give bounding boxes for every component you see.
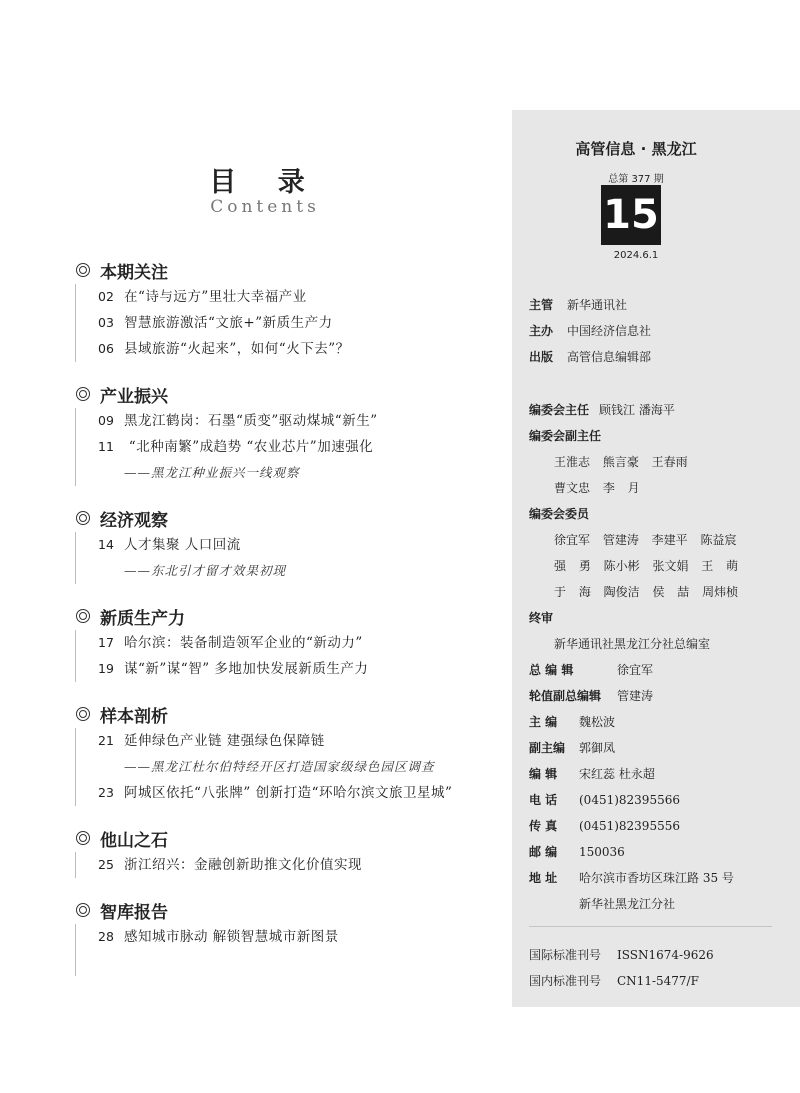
toc-entry[interactable]: [98, 656, 512, 682]
toc-section: [72, 256, 512, 362]
entry-page: 17: [98, 635, 114, 650]
entry-page: 09: [98, 413, 114, 428]
section-bullet-icon: [76, 387, 90, 401]
entry-title: 阿城区依托“八张牌” 创新打造“环哈尔滨文旅卫星城”: [124, 785, 453, 801]
toc-entry[interactable]: [98, 924, 512, 950]
entry-page: 23: [98, 785, 114, 800]
divider: [529, 926, 772, 927]
section-bullet-icon: [76, 263, 90, 277]
address-line: 地 址 哈尔滨市香坊区珠江路 35 号: [529, 871, 734, 885]
deputy-names: 王淮志 熊言豪 王春雨: [554, 455, 688, 469]
masthead-panel: [512, 110, 800, 1007]
entry-page: 28: [98, 929, 114, 944]
toc-entry[interactable]: [98, 728, 512, 754]
toc-entry[interactable]: [98, 284, 512, 310]
issue-date: 2024.6.1: [613, 250, 659, 261]
table-of-contents: [72, 256, 512, 994]
entry-subtitle: ——黑龙江种业振兴一线观察: [124, 465, 300, 480]
entry-title: 智慧旅游激活“文旅+”新质生产力: [124, 315, 333, 331]
entry-page: 21: [98, 733, 114, 748]
toc-section: [72, 380, 512, 486]
entry-title: “北种南繁”成趋势 “农业芯片”加速强化: [124, 439, 374, 455]
director-line: 编委会主任 顾钱江 潘海平: [529, 403, 675, 417]
publication-name: 高管信息 · 黑龙江: [575, 140, 697, 158]
entry-title: 县域旅游“火起来”，如何“火下去”？: [124, 341, 350, 357]
section-title: 智库报告: [100, 902, 168, 923]
toc-section: [72, 896, 512, 976]
section-title: 产业振兴: [100, 386, 168, 407]
editor-in-chief-line: 总 编 辑 徐宜军: [529, 663, 654, 677]
section-bullet-icon: [76, 707, 90, 721]
chief-editor-line: 主 编 魏松波: [529, 715, 616, 729]
deputy-label: 编委会副主任: [529, 429, 602, 443]
member-names: 强 勇 陈小彬 张文娟 王 萌: [554, 559, 739, 573]
entry-subtitle: ——黑龙江杜尔伯特经开区打造国家级绿色园区调查: [124, 759, 435, 774]
toc-entry[interactable]: [98, 780, 512, 806]
members-label: 编委会委员: [529, 507, 590, 521]
publisher-line: 出版 高管信息编辑部: [529, 350, 652, 364]
toc-entry[interactable]: [98, 336, 512, 362]
entry-page: 25: [98, 857, 114, 872]
entry-page: 19: [98, 661, 114, 676]
toc-title: [200, 160, 330, 217]
entry-title: 在“诗与远方”里壮大幸福产业: [124, 289, 307, 305]
final-review-label: 终审: [529, 611, 554, 625]
entry-title: 浙江绍兴：金融创新助推文化价值实现: [124, 857, 362, 873]
entry-subtitle: ——东北引才留才效果初现: [124, 563, 287, 578]
toc-entry[interactable]: [98, 434, 512, 460]
issn-line: 国际标准刊号 ISSN1674-9626: [529, 948, 714, 962]
postcode-line: 邮 编 150036: [529, 845, 625, 859]
deputy-names: 曹文忠 李 月: [554, 481, 640, 495]
toc-section: [72, 700, 512, 806]
toc-entry[interactable]: [98, 408, 512, 434]
section-title: 新质生产力: [100, 608, 185, 629]
final-review: 新华通讯社黑龙江分社总编室: [554, 637, 711, 651]
entry-page: 11: [98, 439, 114, 454]
entry-page: 14: [98, 537, 114, 552]
entry-page: 03: [98, 315, 114, 330]
entry-page: 02: [98, 289, 114, 304]
section-title: 他山之石: [100, 830, 168, 851]
entry-page: 06: [98, 341, 114, 356]
editors-line: 编 辑 宋红蕊 杜永超: [529, 767, 655, 781]
section-bullet-icon: [76, 903, 90, 917]
address-line-2: 新华社黑龙江分社: [579, 897, 676, 911]
entry-title: 延伸绿色产业链 建强绿色保障链: [124, 733, 325, 749]
section-bullet-icon: [76, 609, 90, 623]
member-names: 于 海 陶俊洁 侯 喆 周炜桢: [554, 585, 739, 599]
cn-line: 国内标准刊号 CN11-5477/F: [529, 974, 699, 988]
issue-number: 15: [601, 185, 661, 245]
entry-title: 黑龙江鹤岗：石墨“质变”驱动煤城“新生”: [124, 413, 378, 429]
supervisor-line: 主管 新华通讯社: [529, 298, 628, 312]
sponsor-line: 主办 中国经济信息社: [529, 324, 652, 338]
fax-line: 传 真 (0451)82395556: [529, 819, 680, 833]
toc-title-en: Contents: [210, 197, 320, 217]
toc-section: [72, 602, 512, 682]
section-title: 本期关注: [100, 262, 168, 283]
section-bullet-icon: [76, 831, 90, 845]
entry-title: 人才集聚 人口回流: [124, 537, 241, 553]
section-title: 样本剖析: [100, 706, 168, 727]
total-issue: 总第 377 期: [608, 174, 664, 185]
rotating-deputy-line: 轮值副总编辑 管建涛: [529, 689, 654, 703]
entry-title: 哈尔滨：装备制造领军企业的“新动力”: [124, 635, 363, 651]
toc-title-cn: 目 录: [209, 167, 321, 198]
toc-section: [72, 504, 512, 584]
phone-line: 电 话 (0451)82395566: [529, 793, 680, 807]
deputy-editor-line: 副主编 郭御凤: [529, 741, 616, 755]
entry-title: 感知城市脉动 解锁智慧城市新图景: [124, 929, 339, 945]
toc-section: [72, 824, 512, 878]
entry-title: 谋“新”谋“智” 多地加快发展新质生产力: [124, 661, 369, 677]
toc-entry[interactable]: [98, 532, 512, 558]
section-bullet-icon: [76, 511, 90, 525]
toc-entry[interactable]: [98, 310, 512, 336]
member-names: 徐宜军 管建涛 李建平 陈益宸: [554, 533, 737, 547]
section-title: 经济观察: [100, 510, 168, 531]
toc-entry[interactable]: [98, 852, 512, 878]
toc-entry[interactable]: [98, 630, 512, 656]
